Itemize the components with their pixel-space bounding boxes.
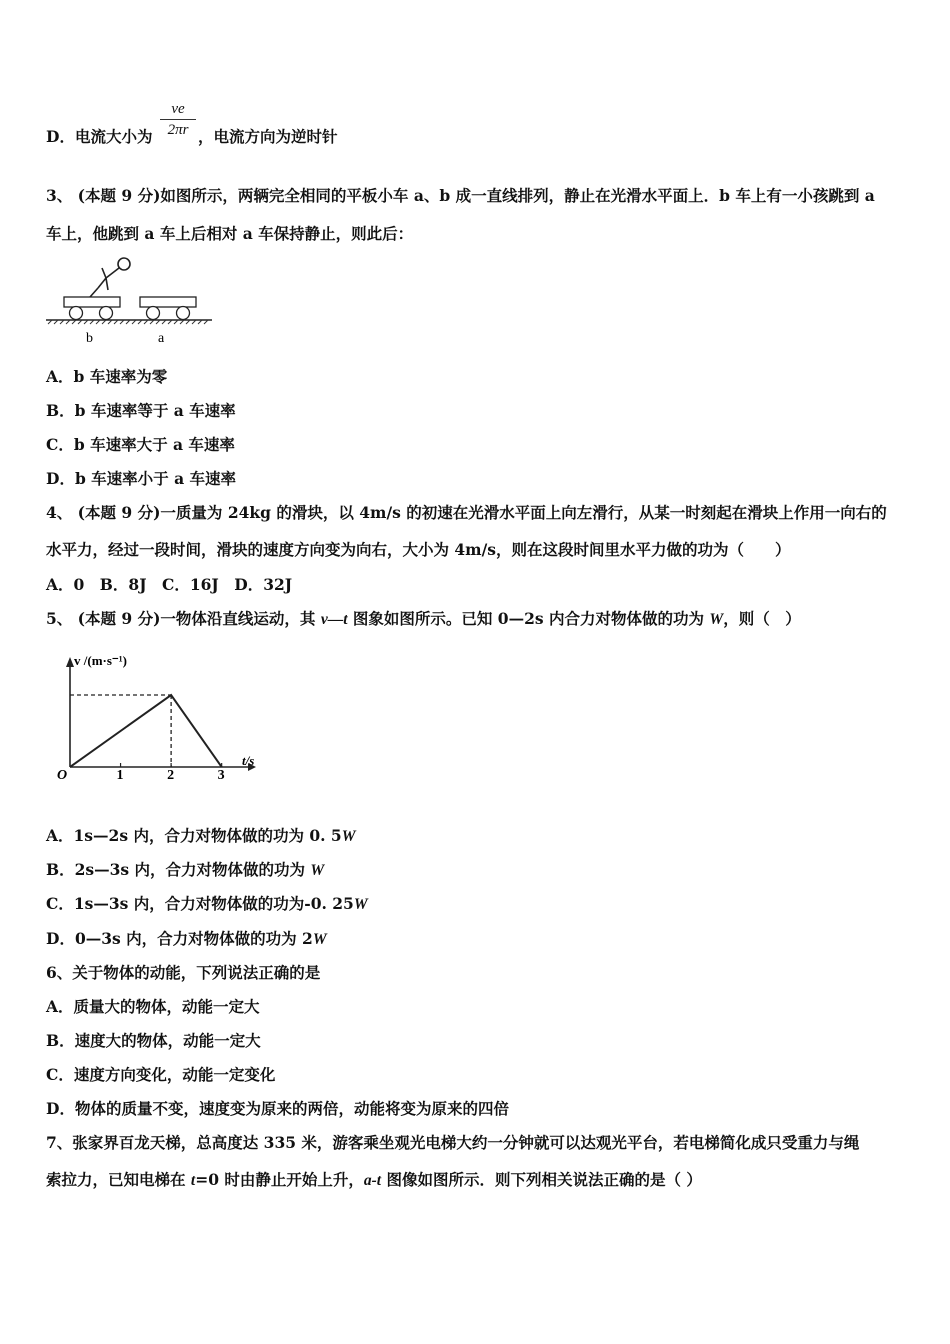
q5-stem-part2: 图象如图所示。已知 0—2s 内合力对物体做的功为: [347, 609, 710, 628]
fraction-numerator: ve: [171, 101, 185, 117]
q7-stem-t: t: [190, 1172, 196, 1189]
q3-option-a: A．b 车速率为零: [46, 367, 168, 386]
q5-stem: [46, 609, 801, 630]
q2-option-d-suffix: ，电流方向为逆时针: [198, 127, 338, 146]
q7-stem-at: a-t: [363, 1172, 382, 1189]
fraction-denominator: 2πr: [167, 122, 189, 138]
q6-option-a: A．质量大的物体，动能一定大: [46, 997, 260, 1016]
q5-option-a: [46, 826, 356, 847]
cart-b-label: b: [86, 331, 93, 346]
cart-a-wheel-right: [177, 307, 190, 320]
q5-option-d-var: W: [312, 931, 327, 948]
origin-label: O: [57, 768, 68, 783]
q5-option-d: [46, 929, 327, 950]
q5-option-c-var: W: [353, 896, 368, 913]
q5-option-a-var: W: [341, 828, 356, 845]
q6-option-d: D．物体的质量不变，速度变为原来的两倍，动能将变为原来的四倍: [46, 1099, 509, 1118]
q5-option-b-text: B．2s—3s 内，合力对物体做的功为: [46, 860, 311, 879]
cart-a-label: a: [158, 331, 165, 346]
y-axis-arrow: [66, 657, 74, 667]
q4-stem-line1: 4、 (本题 9 分)一质量为 24kg 的滑块，以 4m/s 的初速在光滑水平面上向左滑行，从某一时刻起在滑块上作用一向右的: [46, 503, 887, 522]
q2-option-d: [46, 127, 152, 147]
q5-option-d-text: D．0—3s 内，合力对物体做的功为 2: [46, 929, 313, 948]
q3-stem-line1: 3、 (本题 9 分)如图所示，两辆完全相同的平板小车 a、b 成一直线排列，静止在光滑水平面上．b 车上有一小孩跳到 a: [46, 186, 875, 205]
q6-stem: 6、关于物体的动能，下列说法正确的是: [46, 963, 321, 982]
q5-stem-w: W: [709, 611, 724, 628]
q3-carts-figure: [44, 252, 216, 346]
x-tick-label-3: 3: [217, 768, 225, 783]
q3-option-d: D．b 车速率小于 a 车速率: [46, 469, 237, 488]
y-axis-label: v /(m·s⁻¹): [74, 653, 128, 668]
cart-a: [140, 297, 196, 307]
vt-series-line: [70, 695, 222, 767]
q3-option-c: C．b 车速率大于 a 车速率: [46, 435, 235, 454]
q5-vt-graph: [52, 645, 272, 785]
q2-option-d-prefix: D．电流大小为: [46, 127, 153, 146]
child-figure: [90, 258, 130, 297]
q7-stem-line1: 7、张家界百龙天梯，总高度达 335 米，游客乘坐观光电梯大约一分钟就可以达观光平台，若电梯简化成只受重力与绳: [46, 1133, 860, 1152]
cart-a-wheel-left: [147, 307, 160, 320]
x-tick-label-2: 2: [167, 768, 175, 783]
q5-stem-part1: 5、 (本题 9 分)一物体沿直线运动，其: [46, 609, 321, 628]
q5-option-a-text: A．1s—2s 内，合力对物体做的功为 0. 5: [46, 826, 342, 845]
q5-option-b: [46, 860, 324, 881]
q6-option-b: B．速度大的物体，动能一定大: [46, 1031, 261, 1050]
cart-b: [64, 297, 120, 307]
q5-stem-vt: v—t: [320, 611, 348, 628]
x-tick-label-1: 1: [116, 768, 124, 783]
q5-stem-part3: ，则（ ）: [723, 609, 801, 628]
q7-stem-part2: =0 时由静止开始上升，: [195, 1170, 364, 1189]
q7-stem-part3: 图像如图所示．则下列相关说法正确的是（ ）: [381, 1170, 702, 1189]
current-fraction: [160, 100, 196, 139]
q5-option-c: [46, 894, 368, 915]
cart-b-wheel-right: [100, 307, 113, 320]
cart-b-wheel-left: [70, 307, 83, 320]
q5-option-b-var: W: [310, 862, 325, 879]
x-axis-label: t/s: [242, 753, 255, 768]
q7-stem-line2: [46, 1170, 702, 1191]
q6-option-c: C．速度方向变化，动能一定变化: [46, 1065, 276, 1084]
q4-options: A．0 B．8J C．16J D．32J: [46, 575, 293, 594]
q5-option-c-text: C．1s—3s 内，合力对物体做的功为-0. 25: [46, 894, 354, 913]
q7-stem-part1: 索拉力，已知电梯在: [46, 1170, 191, 1189]
fraction-bar: [160, 119, 196, 120]
q3-option-b: B．b 车速率等于 a 车速率: [46, 401, 236, 420]
q4-stem-line2: 水平力，经过一段时间，滑块的速度方向变为向右，大小为 4m/s，则在这段时间里水平力做的功为（ ）: [46, 540, 791, 559]
q3-stem-line2: 车上，他跳到 a 车上后相对 a 车保持静止，则此后：: [46, 224, 414, 243]
